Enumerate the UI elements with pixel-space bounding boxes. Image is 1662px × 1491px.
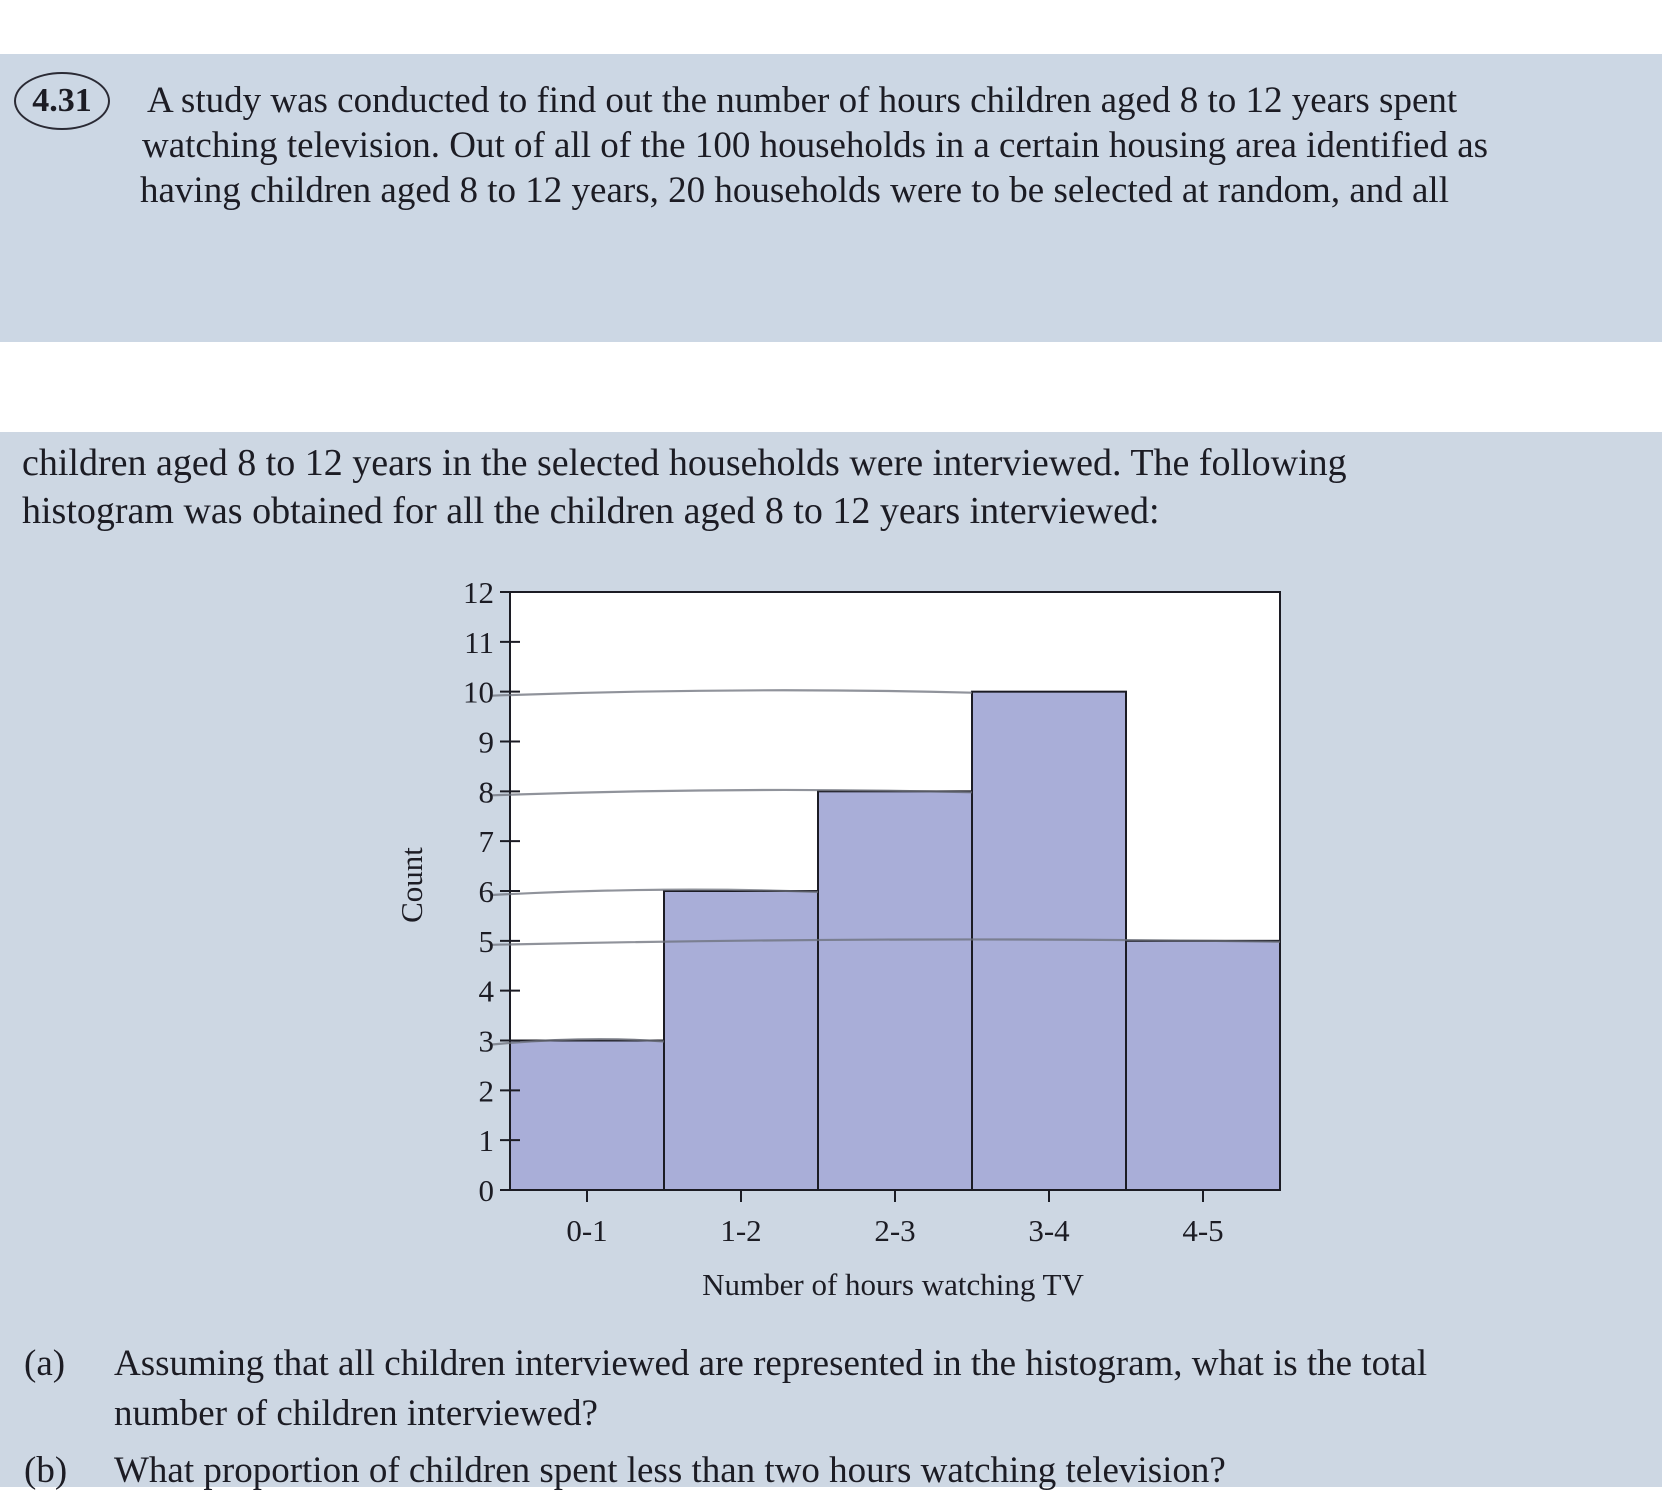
y-tick-label: 0	[478, 1173, 494, 1208]
y-tick-label: 2	[478, 1073, 494, 1109]
question-b-text: What proportion of children spent less than two hours watching television?	[114, 1450, 1226, 1491]
y-tick-label: 11	[464, 624, 494, 660]
question-a-letter: (a)	[24, 1343, 66, 1384]
continued-line: histogram was obtained for all the children aged 8 to 12 years interviewed:	[22, 490, 1160, 532]
intro-line: having children aged 8 to 12 years, 20 households were to be selected at random, and all	[140, 170, 1449, 211]
x-axis	[566, 1190, 1223, 1248]
x-tick-label: 3-4	[1028, 1213, 1070, 1248]
problem-number: 4.31	[14, 72, 110, 130]
x-tick-label: 1-2	[720, 1213, 762, 1248]
question-b-letter: (b)	[24, 1450, 68, 1491]
x-tick-label: 0-1	[566, 1213, 608, 1248]
bar-4-5	[1126, 941, 1280, 1190]
x-axis-label: Number of hours watching TV	[702, 1267, 1084, 1302]
y-tick-label: 5	[478, 923, 494, 959]
question-a-text: number of children interviewed?	[114, 1393, 598, 1434]
y-tick-label: 12	[463, 575, 494, 610]
question-a-text: Assuming that all children interviewed are represented in the histogram, what is the total	[114, 1343, 1428, 1384]
y-tick-label: 6	[478, 874, 494, 909]
continued-line: children aged 8 to 12 years in the selected households were interviewed. The following	[22, 442, 1347, 484]
bar-0-1	[510, 1041, 664, 1191]
y-tick-label: 7	[478, 824, 494, 860]
bar-2-3	[818, 791, 972, 1190]
y-tick-label: 9	[478, 724, 494, 760]
intro-line: watching television. Out of all of the 100 households in a certain housing area identified as	[142, 125, 1489, 166]
intro-line: A study was conducted to find out the number of hours children aged 8 to 12 years spent	[147, 80, 1458, 121]
x-tick-label: 4-5	[1182, 1213, 1224, 1248]
y-axis-label: Count	[394, 847, 429, 923]
y-tick-label: 8	[478, 774, 494, 810]
y-tick-label: 1	[478, 1123, 494, 1159]
y-tick-label: 4	[478, 973, 494, 1009]
y-tick-label: 10	[463, 674, 494, 710]
x-tick-label: 2-3	[874, 1213, 916, 1248]
bar-1-2	[664, 891, 818, 1190]
y-tick-label: 3	[478, 1023, 494, 1059]
